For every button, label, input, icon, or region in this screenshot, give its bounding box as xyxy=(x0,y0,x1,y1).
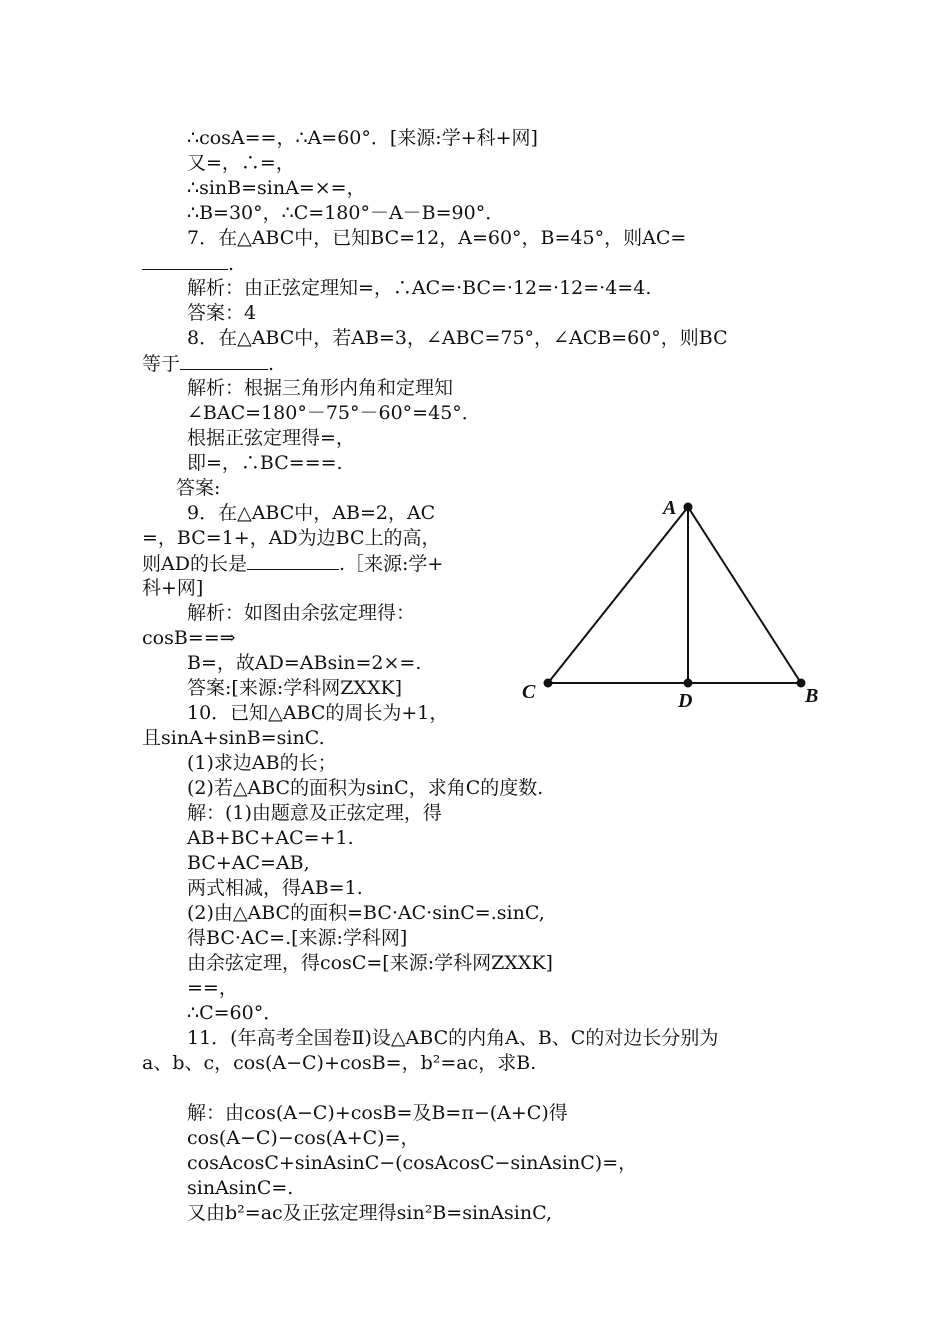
question-10-solution: BC+AC=AB, xyxy=(187,852,310,874)
question-8-stem: 8．在△ABC中，若AB=3，∠ABC=75°，∠ACB=60°，则BC xyxy=(187,327,728,349)
question-8-solution: 根据正弦定理得=， xyxy=(187,427,355,449)
question-11-solution: cos(A−C)−cos(A+C)=， xyxy=(187,1127,420,1149)
question-7-blank xyxy=(142,251,234,276)
question-8-solution: 解析：根据三角形内角和定理知 xyxy=(187,377,454,399)
question-9-stem: =，BC=1+，AD为边BC上的高， xyxy=(142,527,441,549)
label-c: C xyxy=(522,681,536,703)
question-8-solution: 即=，∴BC===. xyxy=(187,452,343,474)
point-d xyxy=(684,679,693,688)
question-11-solution: 又由b²=ac及正弦定理得sin²B=sinAsinC, xyxy=(187,1202,552,1224)
text-line: ∴sinB=sinA=×=， xyxy=(187,177,366,199)
question-7-stem: 7．在△ABC中，已知BC=12，A=60°，B=45°，则AC= xyxy=(187,227,687,249)
question-11-solution: 解：由cos(A−C)+cosB=及B=π−(A+C)得 xyxy=(187,1102,568,1124)
text-fragment: . xyxy=(268,353,275,375)
text-line: ∴cosA==，∴A=60°．[来源:学+科+网] xyxy=(187,127,538,149)
question-7-answer: 答案：4 xyxy=(187,302,257,324)
question-11-stem: 11．(年高考全国卷Ⅱ)设△ABC的内角A、B、C的对边长分别为 xyxy=(187,1027,719,1049)
text-fragment: . xyxy=(228,253,235,275)
triangle-figure xyxy=(505,490,835,720)
question-9-stem xyxy=(142,551,443,576)
text-fragment: 等于 xyxy=(142,353,181,375)
text-line: 又=，∴=， xyxy=(187,152,295,174)
label-d: D xyxy=(678,690,693,712)
question-10-solution: 由余弦定理，得cosC=[来源:学科网ZXXK] xyxy=(187,952,553,974)
point-a xyxy=(684,503,693,512)
text-line: ∴B=30°，∴C=180°－A－B=90°． xyxy=(187,202,505,224)
question-10-solution: 得BC·AC=.[来源:学科网] xyxy=(187,927,408,949)
question-7-solution: 解析：由正弦定理知=，∴AC=·BC=·12=·12=·4=4. xyxy=(187,277,652,299)
question-10-part: (1)求边AB的长； xyxy=(187,752,337,774)
question-9-stem: 科+网] xyxy=(142,577,204,599)
question-8-solution: ∠BAC=180°－75°－60°=45°． xyxy=(187,402,481,424)
question-9-solution: B=，故AD=ABsin=2×=. xyxy=(187,652,422,674)
question-11-stem: a、b、c，cos(A−C)+cosB=，b²=ac，求B. xyxy=(142,1052,537,1074)
point-c xyxy=(544,679,553,688)
question-10-stem: 10．已知△ABC的周长为+1， xyxy=(187,702,449,724)
question-10-solution: AB+BC+AC=+1. xyxy=(187,827,354,849)
question-11-solution: cosAcosC+sinAsinC−(cosAcosC−sinAsinC)=， xyxy=(187,1152,638,1174)
side-ac xyxy=(548,507,688,683)
question-9-answer: 答案:[来源:学科网ZXXK] xyxy=(187,677,403,699)
answer-blank xyxy=(180,351,268,370)
question-10-solution: ==， xyxy=(187,977,238,999)
question-9-solution: 解析：如图由余弦定理得： xyxy=(187,602,416,624)
question-8-stem-cont xyxy=(142,351,274,376)
label-b: B xyxy=(805,685,819,707)
answer-blank xyxy=(142,251,228,270)
text-fragment: 则AD的长是 xyxy=(142,553,247,575)
side-ab xyxy=(688,507,801,683)
question-10-solution: ∴C=60°． xyxy=(187,1002,283,1024)
question-9-solution: cosB==⇒ xyxy=(142,627,236,649)
question-9-stem: 9．在△ABC中，AB=2，AC xyxy=(187,502,436,524)
question-10-solution: (2)由△ABC的面积=BC·AC·sinC=.sinC, xyxy=(187,902,545,924)
question-10-solution: 两式相减，得AB=1. xyxy=(187,877,363,899)
question-11-solution: sinAsinC=. xyxy=(187,1177,294,1199)
question-10-part: (2)若△ABC的面积为sinC，求角C的度数. xyxy=(187,777,544,799)
question-10-stem: 且sinA+sinB=sinC. xyxy=(142,727,325,749)
question-8-answer: 答案: xyxy=(176,477,221,499)
text-fragment: .［来源:学+ xyxy=(338,553,444,575)
answer-blank xyxy=(247,551,339,570)
question-10-solution: 解：(1)由题意及正弦定理，得 xyxy=(187,802,442,824)
label-a: A xyxy=(663,497,677,519)
